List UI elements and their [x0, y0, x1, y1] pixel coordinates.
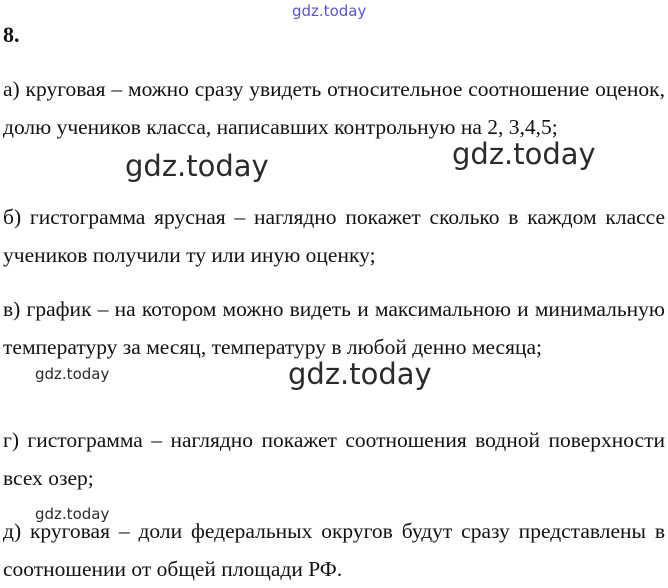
answer-paragraph-e: д) круговая – доли федеральных округов будут сразу представлены в соотношении от общей площади РФ. [3, 519, 665, 581]
answer-paragraph-b: б) гистограмма ярусная – наглядно покажет сколько в каждом классе учеников получили ту или иную оценку; [3, 205, 665, 267]
watermark-small: gdz.today [35, 365, 110, 383]
watermark-top: gdz.today [292, 2, 367, 20]
answer-paragraph-d: г) гистограмма – наглядно покажет соотношения водной поверхности всех озер; [3, 428, 665, 490]
watermark-large: gdz.today [125, 149, 269, 183]
watermark-small: gdz.today [35, 505, 110, 523]
task-number: 8. [3, 22, 20, 47]
answer-paragraph-c: в) график – на котором можно видеть и максимальною и минимальную температуру за месяц, температуру в любой денно месяца; [3, 297, 665, 359]
watermark-large: gdz.today [288, 357, 432, 391]
answer-paragraph-a: а) круговая – можно сразу увидеть относительное соотношение оценок, долю учеников класса, написавших контрольную на 2, 3,4,5; [3, 77, 665, 139]
watermark-large: gdz.today [452, 137, 596, 171]
